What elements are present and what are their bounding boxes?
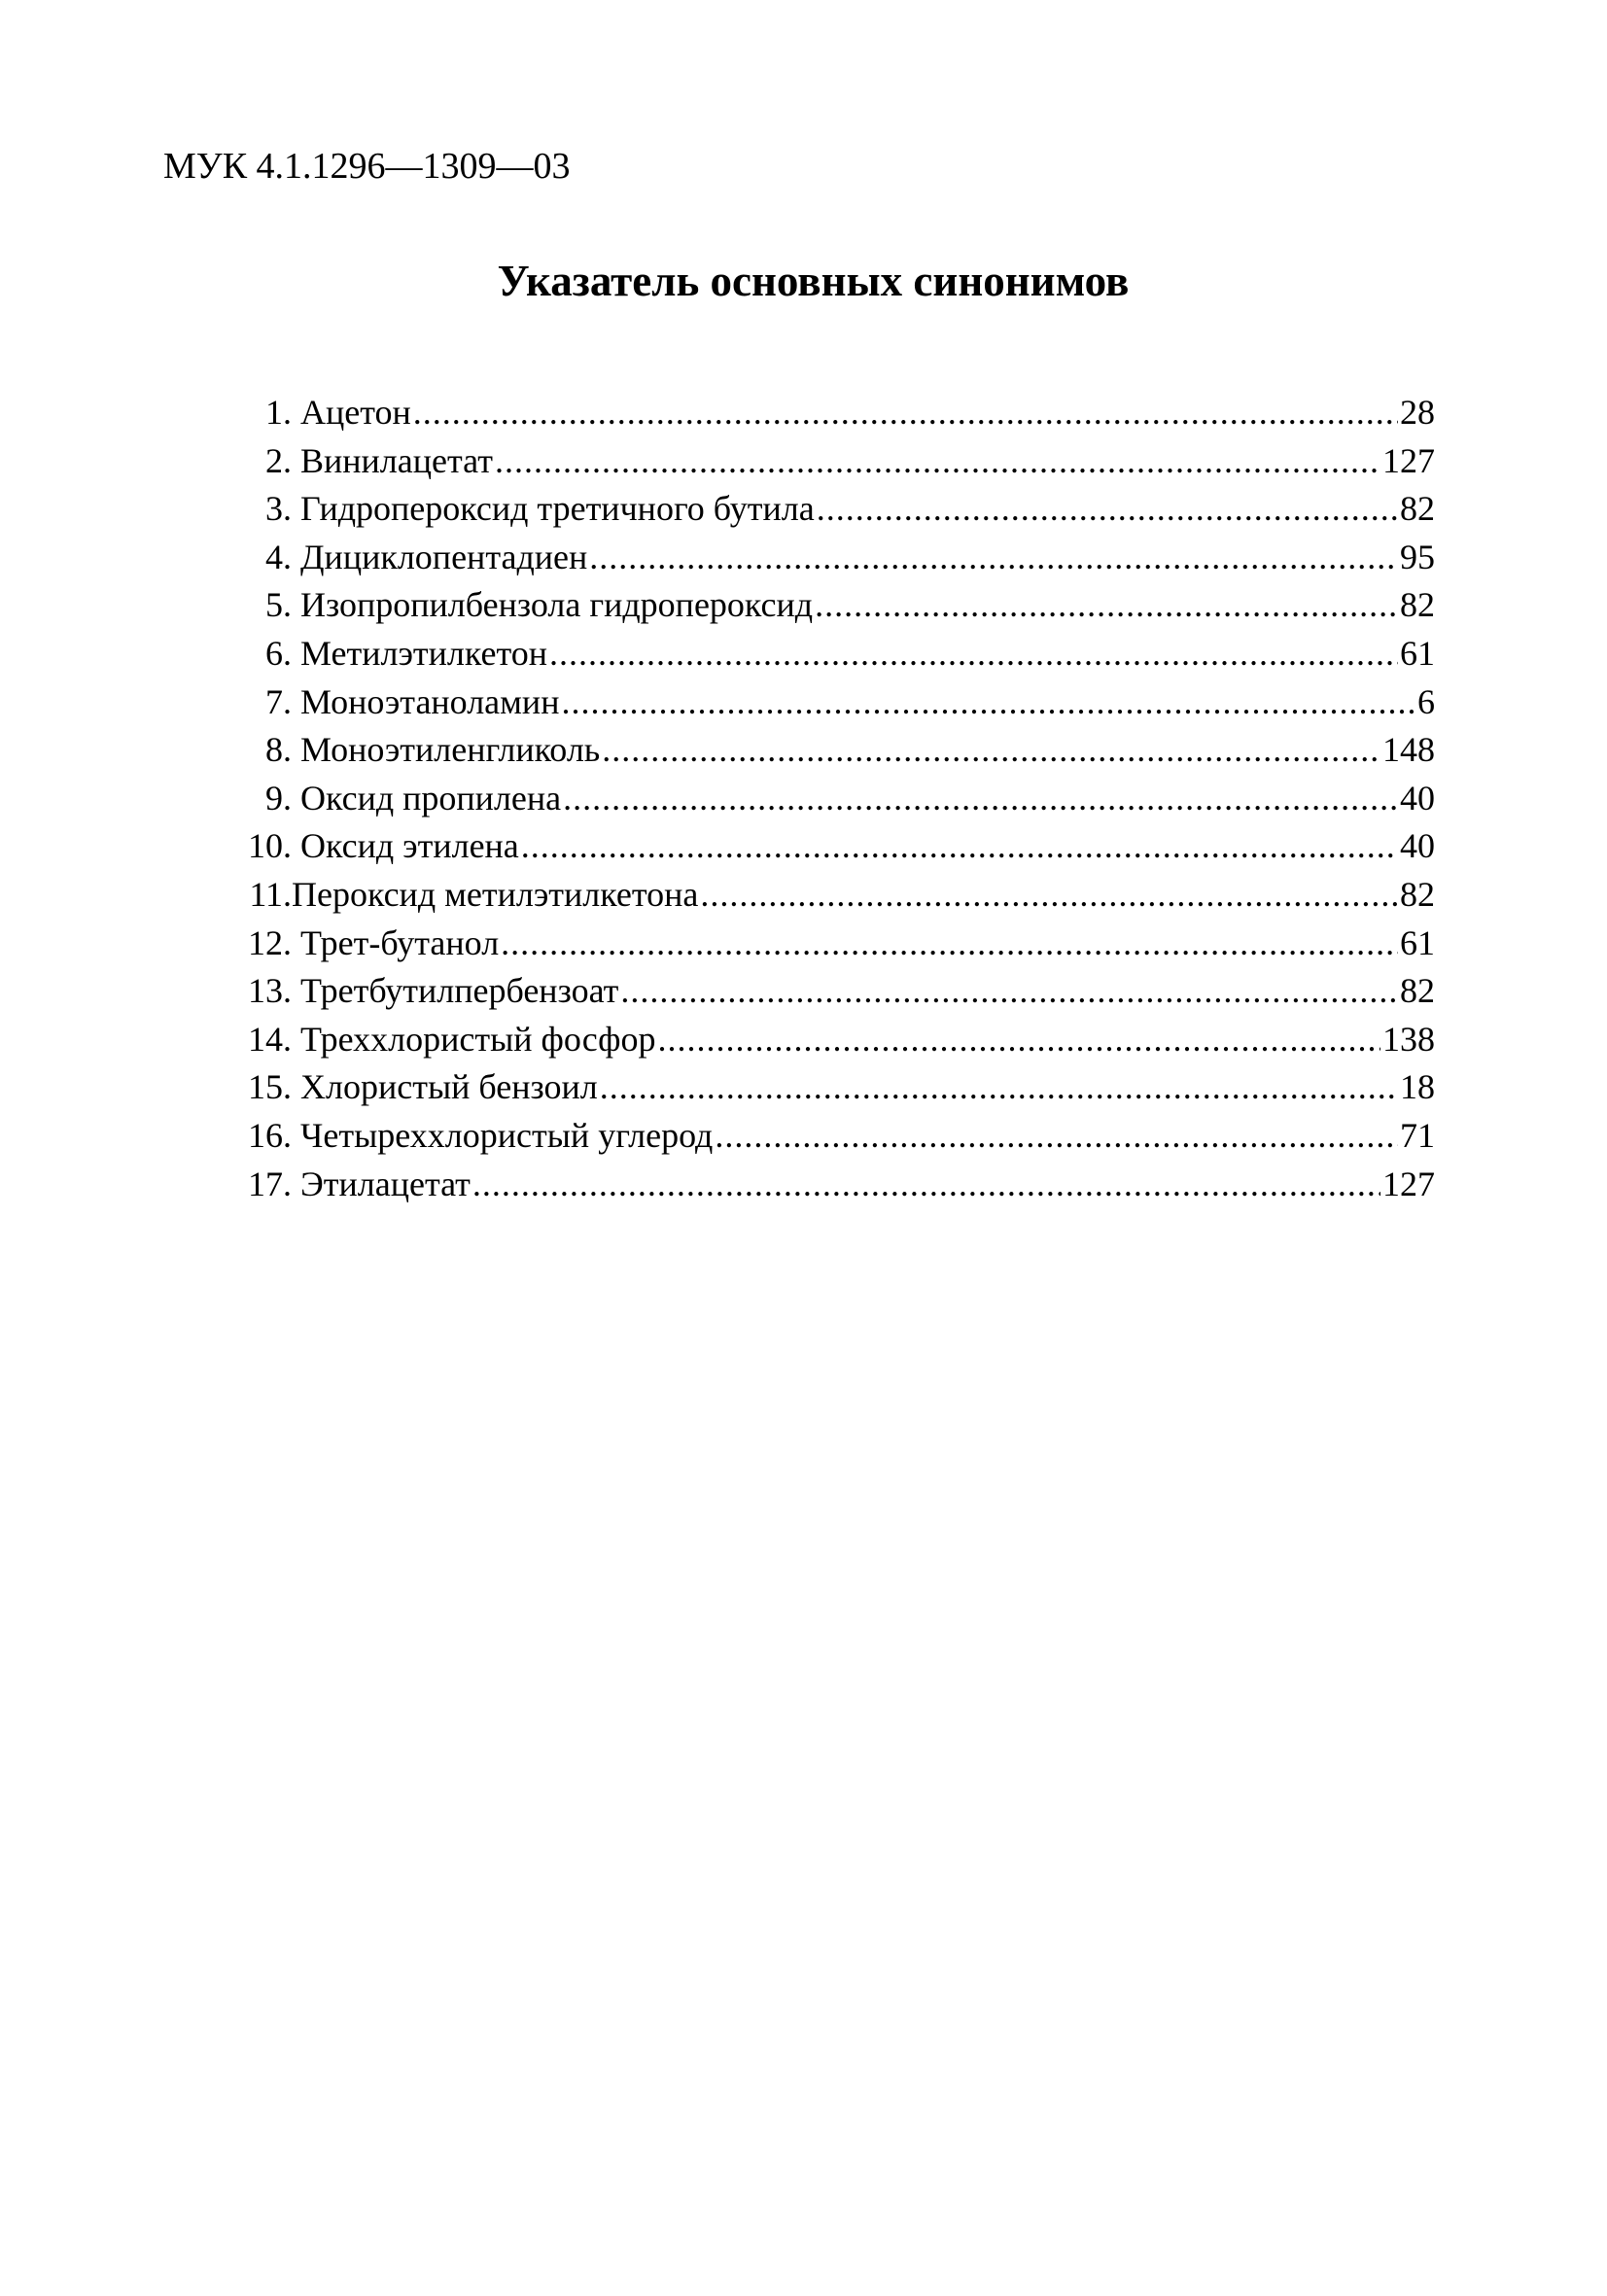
entry-name: Моноэтиленгликоль [300, 730, 601, 770]
entry-page-number: 95 [1400, 537, 1435, 576]
page-title: Указатель основных синонимов [497, 257, 1130, 305]
entry-name: Третбутилпербензоат [300, 971, 619, 1011]
dot-leader [549, 630, 1398, 678]
dot-leader [715, 1112, 1398, 1161]
entry-page-number: 61 [1400, 633, 1435, 673]
entry-page-number: 18 [1400, 1067, 1435, 1107]
index-entry [222, 389, 1435, 437]
entry-number: 13. [248, 971, 292, 1011]
entry-name: Четыреххлористый углерод [300, 1115, 714, 1155]
dot-leader [501, 920, 1398, 968]
entry-name: Хлористый бензоил [300, 1067, 598, 1107]
index-entry [222, 967, 1435, 1016]
entry-number: 6. [265, 633, 292, 673]
entry-number: 7. [265, 681, 292, 721]
dot-leader [521, 822, 1398, 871]
entry-number: 16. [248, 1115, 292, 1155]
entry-number: 1. [265, 393, 292, 432]
dot-leader [495, 437, 1380, 486]
entry-number: 10. [248, 826, 292, 866]
index-entry [222, 726, 1435, 775]
entry-page-number: 127 [1382, 1164, 1435, 1203]
entry-page-number: 127 [1382, 440, 1435, 480]
entry-name: Ацетон [300, 393, 411, 432]
entry-number: 11. [249, 874, 292, 914]
entry-name: Дициклопентадиен [300, 537, 588, 576]
entry-number: 3. [265, 489, 292, 529]
index-entry [222, 1161, 1435, 1209]
entry-page-number: 138 [1382, 1019, 1435, 1059]
index-entry [222, 437, 1435, 486]
dot-leader [700, 871, 1398, 920]
index-entry [222, 581, 1435, 630]
dot-leader [472, 1161, 1380, 1209]
index-entry [222, 630, 1435, 678]
index-entry [222, 678, 1435, 727]
entry-number: 2. [265, 440, 292, 480]
entry-number: 12. [248, 922, 292, 962]
index-entry [222, 775, 1435, 823]
dot-leader [817, 485, 1398, 534]
entry-name: Изопропилбензола гидропероксид [300, 585, 814, 625]
document-code: МУК 4.1.1296—1309—03 [163, 146, 571, 187]
entry-page-number: 82 [1400, 489, 1435, 529]
index-entry [222, 920, 1435, 968]
entry-page-number: 82 [1400, 585, 1435, 625]
dot-leader [620, 967, 1398, 1016]
entry-page-number: 6 [1417, 681, 1435, 721]
entry-name: Этилацетат [300, 1164, 471, 1203]
entry-name: Трет-бутанол [300, 922, 500, 962]
entry-page-number: 61 [1400, 922, 1435, 962]
dot-leader [561, 678, 1415, 727]
index-entry [222, 485, 1435, 534]
entry-page-number: 148 [1382, 730, 1435, 770]
entry-number: 14. [248, 1019, 292, 1059]
entry-name: Треххлористый фосфор [300, 1019, 656, 1059]
entry-page-number: 71 [1400, 1115, 1435, 1155]
index-entry [222, 534, 1435, 582]
index-entry [222, 1063, 1435, 1112]
dot-leader [413, 389, 1398, 437]
dot-leader [563, 775, 1398, 823]
entry-number: 17. [248, 1164, 292, 1203]
entry-name: Пероксид метилэтилкетона [292, 874, 699, 914]
entry-page-number: 40 [1400, 826, 1435, 866]
index-entry [222, 1112, 1435, 1161]
dot-leader [589, 534, 1398, 582]
dot-leader [602, 726, 1380, 775]
entry-name: Винилацетат [300, 440, 493, 480]
index-entry [222, 871, 1435, 920]
synonym-index-list [222, 389, 1435, 1208]
entry-number: 15. [248, 1067, 292, 1107]
entry-page-number: 40 [1400, 778, 1435, 818]
entry-page-number: 82 [1400, 971, 1435, 1011]
entry-number: 9. [265, 778, 292, 818]
entry-name: Оксид этилена [300, 826, 519, 866]
dot-leader [657, 1016, 1380, 1064]
entry-name: Оксид пропилена [300, 778, 562, 818]
entry-name: Метилэтилкетон [300, 633, 547, 673]
entry-name: Гидропероксид третичного бутила [300, 489, 815, 529]
entry-page-number: 28 [1400, 393, 1435, 432]
entry-number: 4. [265, 537, 292, 576]
entry-number: 8. [265, 730, 292, 770]
dot-leader [600, 1063, 1398, 1112]
entry-page-number: 82 [1400, 874, 1435, 914]
entry-number: 5. [265, 585, 292, 625]
entry-name: Моноэтаноламин [300, 681, 560, 721]
dot-leader [815, 581, 1398, 630]
index-entry [222, 1016, 1435, 1064]
index-entry [222, 822, 1435, 871]
